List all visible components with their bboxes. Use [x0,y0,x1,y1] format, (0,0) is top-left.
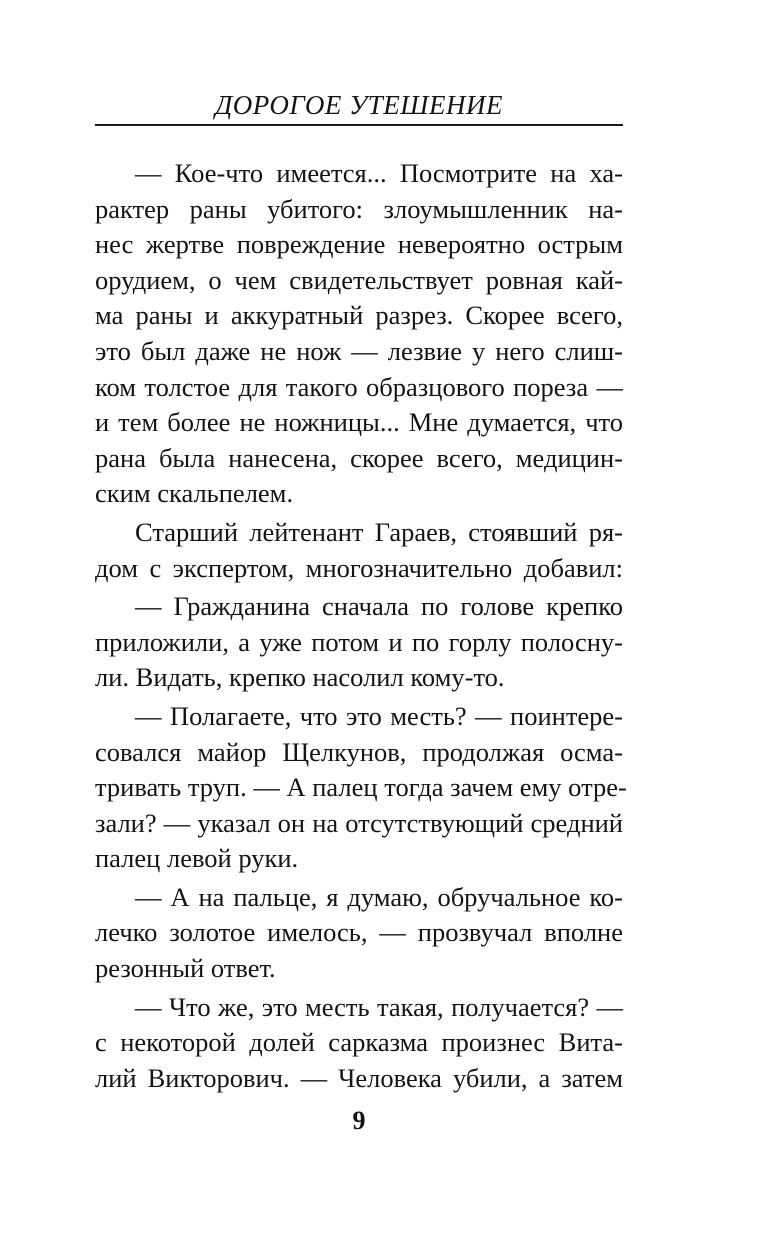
page-number: 9 [352,1106,366,1135]
text-line: лечко золотое имелось, — прозвучал вполне [95,917,623,948]
text-line: дом с экспертом, многозначительно добавил: [95,552,623,583]
text-line: орудием, о чем свидетельствует ровная кай- [95,264,623,295]
text-line: ли. Видать, крепко насолил кому-то. [95,662,505,693]
text-line: — Гражданина сначала по голове крепко [135,591,623,622]
text-line: — А на пальце, я думаю, обручальное ко- [135,881,623,912]
text-line: и тем более не ножницы... Мне думается, что [95,407,623,438]
running-head-title: ДОРОГОЕ УТЕШЕНИЕ [215,90,503,120]
text-line: совался майор Щелкунов, продолжая осма- [95,736,623,767]
text-line: это был даже не нож — лезвие у него слиш- [95,335,623,366]
text-line: ма раны и аккуратный разрез. Скорее всего, [95,300,623,331]
text-line: палец левой руки. [95,843,299,874]
body-text [95,156,627,1096]
text-line: — Полагаете, что это месть? — поинтере- [135,700,623,731]
text-line: приложили, а уже потом и по горлу полосну- [95,626,623,657]
header-rule [95,124,623,126]
text-line: рана была нанесена, скорее всего, медицин- [95,442,623,473]
text-line: ским скальпелем. [95,478,294,509]
text-line: резонный ответ. [95,953,276,984]
text-line: — Кое-что имеется... Посмотрите на ха- [135,158,623,188]
text-line: Старший лейтенант Гараев, стоявший ря- [135,516,623,547]
text-line: ком толстое для такого образцового пореза — [95,371,623,402]
text-line: зали? — указал он на отсутствующий средний [95,807,623,838]
text-line: нес жертве повреждение невероятно острым [95,229,623,260]
text-line: с некоторой долей сарказма произнес Вита- [95,1027,623,1058]
text-line: тривать труп. — А палец тогда зачем ему отре- [95,772,627,803]
text-line: — Что же, это месть такая, получается? — [135,991,623,1022]
text-line: лий Викторович. — Человека убили, а затем [95,1062,623,1093]
text-line: рактер раны убитого: злоумышленник на- [95,193,623,224]
